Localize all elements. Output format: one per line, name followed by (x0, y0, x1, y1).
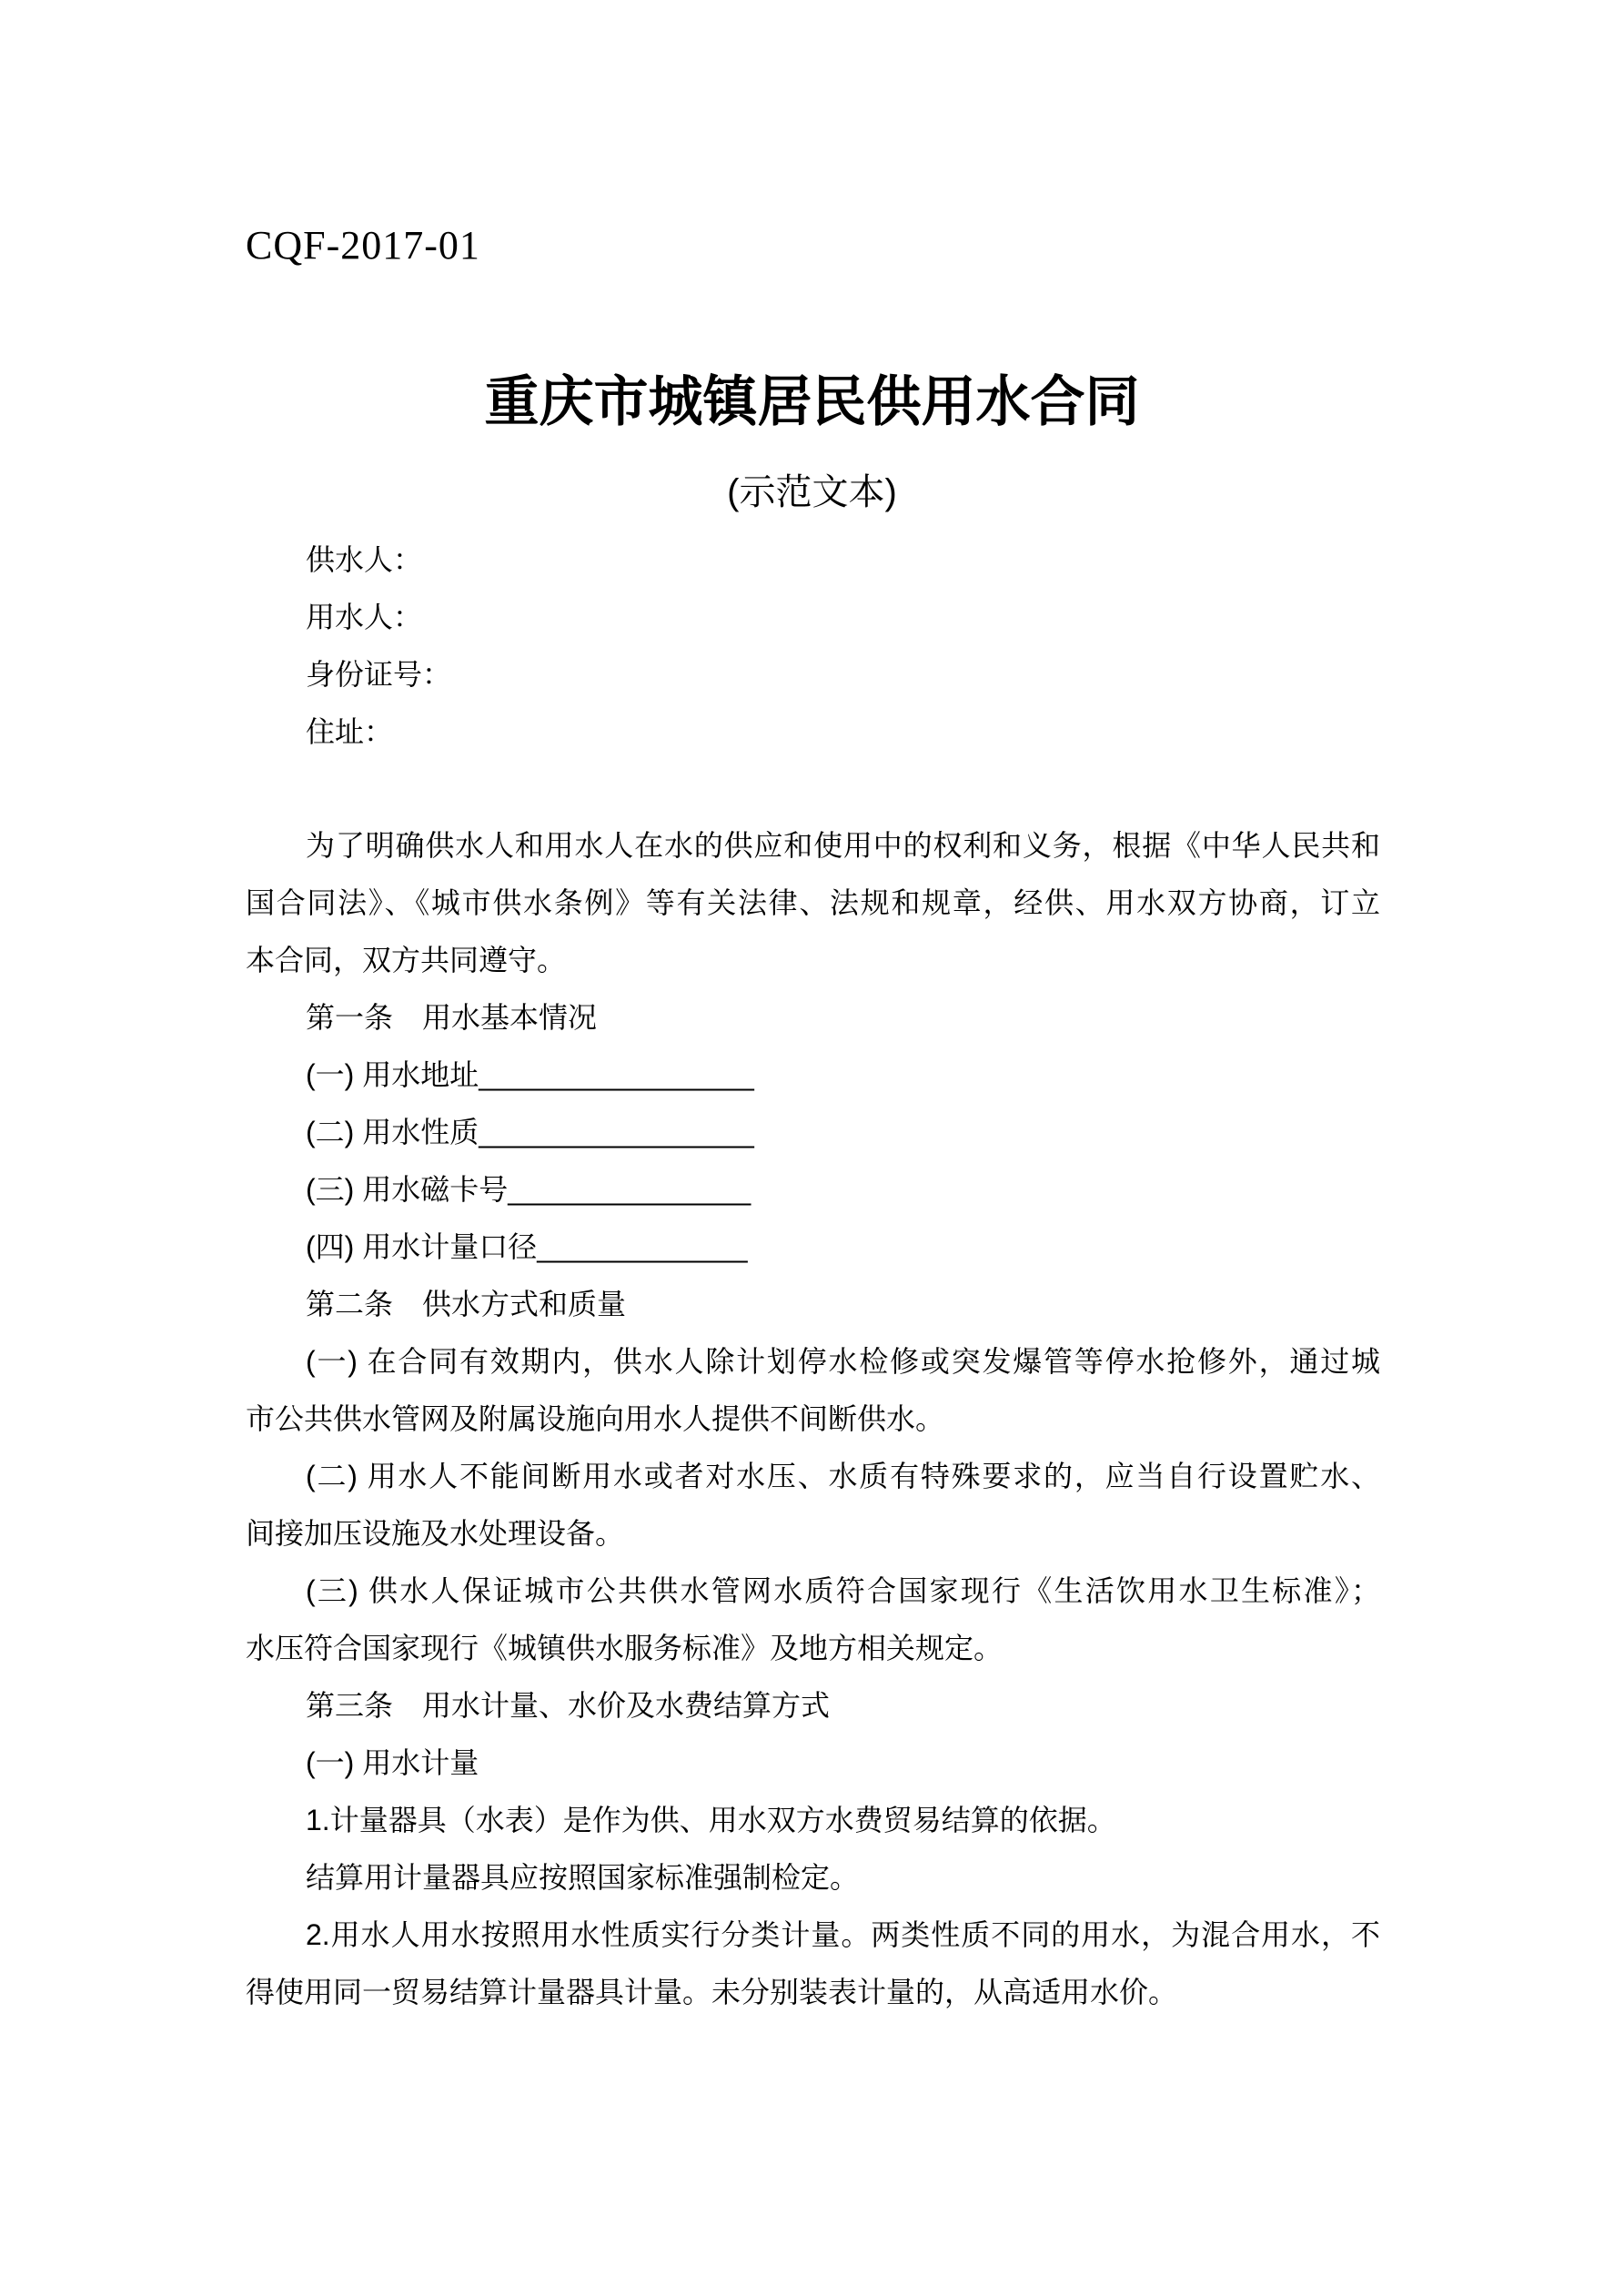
body-line: 水压符合国家现行《城镇供水服务标准》及地方相关规定。 (246, 1632, 1004, 1664)
body-line: 第二条 供水方式和质量 (306, 1288, 627, 1320)
party-field-address: 住址： (306, 715, 394, 748)
body-line: (三) 供水人保证城市公共供水管网水质符合国家现行《生活饮用水卫生标准》； (306, 1574, 1380, 1607)
body-line: 第一条 用水基本情况 (306, 1001, 598, 1034)
party-field-user: 用水人： (306, 601, 423, 633)
body-line: 得使用同一贸易结算计量器具计量。未分别装表计量的，从高适用水价。 (246, 1976, 1178, 2008)
body-line: 2.用水人用水按照用水性质实行分类计量。两类性质不同的用水，为混合用水，不 (306, 1918, 1380, 1951)
party-field-supplier: 供水人： (306, 543, 423, 576)
body-line: 1.计量器具（水表）是作为供、用水双方水费贸易结算的依据。 (306, 1804, 1116, 1836)
contract-body (246, 817, 1380, 2021)
body-line: (一) 用水计量 (306, 1746, 479, 1779)
body-line: (二) 用水人不能间断用水或者对水压、水质有特殊要求的，应当自行设置贮水、 (306, 1460, 1380, 1492)
body-line: 间接加压设施及水处理设备。 (246, 1517, 625, 1550)
body-line: 结算用计量器具应按照国家标准强制检定。 (306, 1861, 860, 1894)
contract-subtitle: (示范文本) (727, 472, 897, 512)
body-line: (二) 用水性质_________________ (306, 1116, 754, 1148)
body-line: 市公共供水管网及附属设施向用水人提供不间断供水。 (246, 1402, 945, 1435)
body-line: (三) 用水磁卡号_______________ (306, 1173, 751, 1206)
contract-title: 重庆市城镇居民供用水合同 (484, 371, 1140, 432)
body-line: (四) 用水计量口径_____________ (306, 1230, 748, 1263)
body-line: (一) 用水地址_________________ (306, 1058, 754, 1091)
body-line: (一) 在合同有效期内，供水人除计划停水检修或突发爆管等停水抢修外，通过城 (306, 1345, 1380, 1378)
doc-code: CQF-2017-01 (246, 223, 480, 268)
body-line: 第三条 用水计量、水价及水费结算方式 (306, 1689, 831, 1722)
body-line: 国合同法》、《城市供水条例》等有关法律、法规和规章，经供、用水双方协商，订立 (246, 886, 1380, 919)
party-field-id-number: 身份证号： (306, 658, 452, 691)
body-line: 为了明确供水人和用水人在水的供应和使用中的权利和义务，根据《中华人民共和 (306, 829, 1380, 862)
party-fields (306, 531, 451, 761)
body-line: 本合同，双方共同遵守。 (246, 944, 567, 976)
